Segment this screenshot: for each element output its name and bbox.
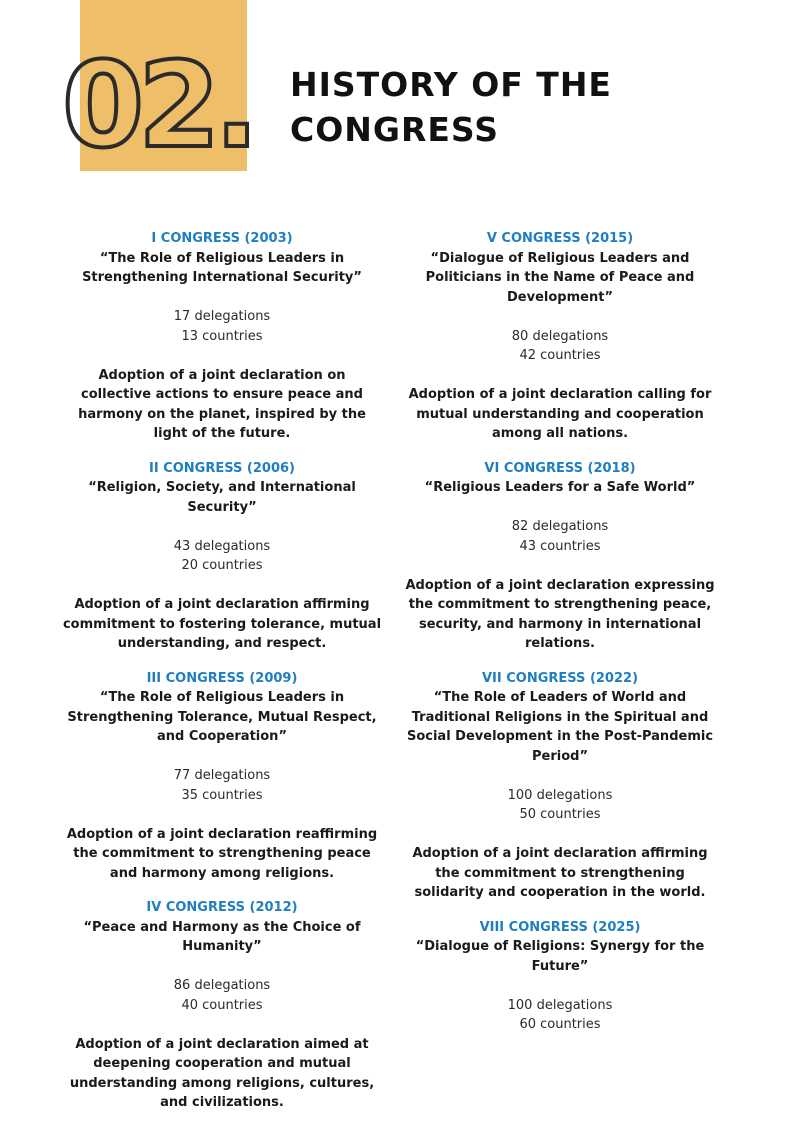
congress-entry	[400, 229, 720, 444]
congress-entry	[400, 918, 720, 1035]
congress-outcome: Adoption of a joint declaration reaffirming the commitment to strengthening peace and harmony among religions.	[66, 826, 378, 881]
congress-heading: VI CONGRESS (2018)	[484, 460, 636, 476]
congress-heading: III CONGRESS (2009)	[146, 670, 298, 686]
congress-entry	[62, 229, 382, 444]
countries-count: 40 countries	[181, 997, 263, 1013]
delegations-count: 80 delegations	[511, 328, 609, 344]
congress-entry	[400, 669, 720, 903]
countries-count: 43 countries	[519, 538, 601, 554]
congress-outcome: Adoption of a joint declaration on collective actions to ensure peace and harmony on the planet, inspired by the light of the future.	[78, 367, 366, 441]
congress-stats	[400, 517, 720, 556]
congress-entry	[62, 459, 382, 654]
congress-stats	[62, 766, 382, 805]
congress-theme: “Dialogue of Religions: Synergy for the Future”	[415, 939, 705, 974]
congress-theme: “Dialogue of Religious Leaders and Politicians in the Name of Peace and Development”	[425, 250, 695, 305]
congress-stats	[62, 307, 382, 346]
congress-theme: “Peace and Harmony as the Choice of Humanity”	[83, 919, 361, 954]
congress-entry	[62, 669, 382, 884]
congress-heading: VII CONGRESS (2022)	[481, 670, 639, 686]
congress-theme: “Religion, Society, and International Security”	[88, 480, 356, 515]
congress-stats	[400, 786, 720, 825]
delegations-count: 43 delegations	[173, 538, 271, 554]
congress-theme: “Religious Leaders for a Safe World”	[424, 480, 696, 495]
congress-heading: I CONGRESS (2003)	[151, 231, 293, 246]
congress-outcome: Adoption of a joint declaration affirming the commitment to strengthening solidarity and cooperation in the world.	[412, 846, 708, 900]
congress-theme: “The Role of Leaders of World and Traditional Religions in the Spiritual and Social Development in the Post-Pandemic Period”	[406, 690, 714, 764]
congress-heading: VIII CONGRESS (2025)	[479, 919, 641, 935]
countries-count: 35 countries	[181, 787, 263, 803]
congress-heading: IV CONGRESS (2012)	[146, 900, 298, 915]
delegations-count: 77 delegations	[173, 768, 271, 783]
congress-theme: “The Role of Religious Leaders in Strengthening International Security”	[82, 250, 362, 285]
delegations-count: 17 delegations	[173, 309, 271, 324]
countries-count: 50 countries	[519, 807, 601, 822]
congress-outcome: Adoption of a joint declaration expressing the commitment to strengthening peace, security, and harmony in international relations.	[405, 577, 715, 651]
congress-entry	[62, 898, 382, 1113]
delegations-count: 86 delegations	[173, 978, 271, 993]
congress-outcome: Adoption of a joint declaration calling for mutual understanding and cooperation among all nations.	[408, 387, 712, 441]
countries-count: 20 countries	[181, 558, 263, 573]
countries-count: 60 countries	[519, 1017, 601, 1032]
congress-column-left	[62, 229, 382, 1128]
congress-stats	[400, 327, 720, 366]
congress-outcome: Adoption of a joint declaration aimed at deepening cooperation and mutual understanding among religions, cultures, and civilizations.	[69, 1036, 375, 1110]
delegations-count: 100 delegations	[507, 787, 613, 803]
congress-column-right	[400, 229, 720, 1050]
section-number: 02.	[62, 36, 254, 174]
congress-stats	[62, 976, 382, 1015]
congress-theme: “The Role of Religious Leaders in Strengthening Tolerance, Mutual Respect, and Cooperation”	[67, 690, 377, 744]
delegations-count: 82 delegations	[511, 519, 609, 534]
countries-count: 13 countries	[181, 328, 263, 344]
delegations-count: 100 delegations	[507, 997, 613, 1013]
congress-heading: II CONGRESS (2006)	[149, 460, 295, 476]
congress-entry	[400, 459, 720, 654]
countries-count: 42 countries	[519, 348, 601, 363]
page-title: HISTORY OF THE CONGRESS	[290, 65, 612, 149]
congress-stats	[62, 537, 382, 576]
congress-stats	[400, 996, 720, 1035]
congress-heading: V CONGRESS (2015)	[486, 231, 634, 246]
congress-outcome: Adoption of a joint declaration affirming commitment to fostering tolerance, mutual understanding, and respect.	[62, 597, 382, 651]
